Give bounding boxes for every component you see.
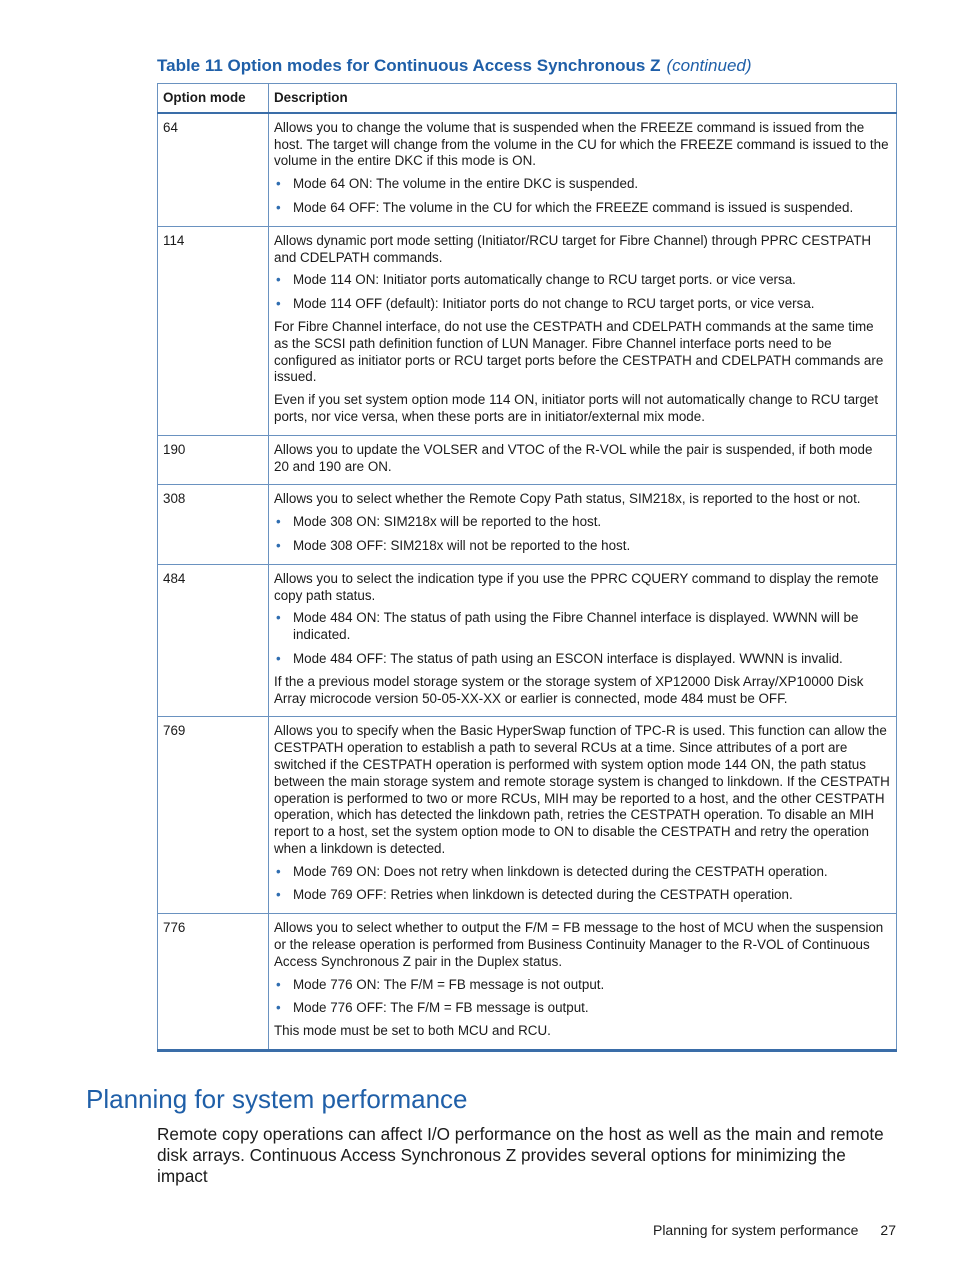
bullet-icon: • — [276, 887, 281, 903]
bullet-icon: • — [276, 610, 281, 626]
option-mode-cell: 776 — [158, 914, 269, 1051]
description-paragraph: Even if you set system option mode 114 ON, initiator ports will not automatically change to RCU target ports, nor vice versa, when these ports are in initiator/external mix mode. — [274, 392, 879, 424]
description-paragraph: This mode must be set to both MCU and RCU. — [274, 1023, 551, 1039]
description-paragraph: For Fibre Channel interface, do not use the CESTPATH and CDELPATH commands at the same time as the SCSI path definition function of LUN Manager. Fibre Channel interface ports need to be configured as initiator ports or RCU target ports before the CESTPATH and CDELPATH commands are issued. — [274, 318, 884, 385]
bullet-list — [274, 176, 891, 217]
bullet-text: Mode 484 OFF: The status of path using an ESCON interface is displayed. WWNN is invalid. — [293, 650, 843, 666]
bullet-item — [274, 977, 891, 994]
bullet-item — [274, 296, 891, 313]
footer-section-label: Planning for system performance — [652, 1222, 859, 1238]
description-paragraph: Allows you to select whether to output the F/M = FB message to the host of MCU when the suspension or the release operation is performed from Business Continuity Manager to the R-VOL of Continuous Access Synchronous Z pair in the Duplex status. — [274, 920, 884, 969]
table-row — [158, 717, 897, 914]
bullet-text: Mode 769 ON: Does not retry when linkdown is detected during the CESTPATH operation. — [293, 863, 828, 879]
bullet-list — [274, 977, 891, 1018]
bullet-list — [274, 864, 891, 905]
bullet-item — [274, 887, 891, 904]
description-cell — [269, 717, 897, 914]
bullet-text: Mode 484 ON: The status of path using the Fibre Channel interface is displayed. WWNN will be indicated. — [293, 610, 859, 643]
bullet-list — [274, 514, 891, 555]
description-cell — [269, 564, 897, 717]
bullet-icon: • — [276, 1000, 281, 1016]
option-mode-cell: 64 — [158, 113, 269, 226]
bullet-text: Mode 769 OFF: Retries when linkdown is detected during the CESTPATH operation. — [293, 887, 793, 903]
bullet-icon: • — [276, 976, 281, 992]
table-row — [158, 564, 897, 717]
bullet-item — [274, 176, 891, 193]
header-option-mode: Option mode — [158, 84, 269, 113]
bullet-item — [274, 864, 891, 881]
description-cell — [269, 113, 897, 226]
description-paragraph: Allows you to select whether the Remote Copy Path status, SIM218x, is reported to the host or not. — [274, 491, 861, 507]
header-description: Description — [269, 84, 897, 113]
bullet-text: Mode 776 OFF: The F/M = FB message is output. — [293, 1000, 589, 1016]
bullet-text: Mode 64 ON: The volume in the entire DKC is suspended. — [293, 176, 639, 192]
table-row — [158, 226, 897, 435]
bullet-icon: • — [276, 199, 281, 215]
bullet-text: Mode 114 OFF (default): Initiator ports do not change to RCU target ports, or vice versa. — [293, 296, 815, 312]
description-cell — [269, 435, 897, 485]
bullet-item — [274, 610, 891, 644]
bullet-icon: • — [276, 272, 281, 288]
table-body — [158, 113, 897, 1051]
table-row — [158, 435, 897, 485]
table-row — [158, 485, 897, 564]
bullet-item — [274, 200, 891, 217]
bullet-text: Mode 64 OFF: The volume in the CU for which the FREEZE command is issued is suspended. — [293, 199, 854, 215]
description-paragraph: Allows you to update the VOLSER and VTOC of the R-VOL while the pair is suspended, if both mode 20 and 190 are ON. — [274, 441, 873, 474]
bullet-icon: • — [276, 514, 281, 530]
bullet-icon: • — [276, 863, 281, 879]
bullet-icon: • — [276, 176, 281, 192]
description-paragraph: Allows you to select the indication type if you use the PPRC CQUERY command to display the remote copy path status. — [274, 570, 879, 603]
bullet-text: Mode 114 ON: Initiator ports automatically change to RCU target ports. or vice versa. — [293, 272, 796, 288]
table-row — [158, 914, 897, 1051]
bullet-item — [274, 651, 891, 668]
bullet-icon: • — [276, 296, 281, 312]
description-cell — [269, 914, 897, 1051]
option-mode-cell: 769 — [158, 717, 269, 914]
option-mode-cell: 190 — [158, 435, 269, 485]
description-cell — [269, 226, 897, 435]
bullet-text: Mode 308 ON: SIM218x will be reported to the host. — [293, 514, 602, 530]
page-number: 27 — [880, 1222, 896, 1238]
bullet-icon: • — [276, 650, 281, 666]
description-paragraph: Allows you to change the volume that is suspended when the FREEZE command is issued from the host. The target will change from the volume in the CU for which the FREEZE command is issued to the volume in the entire DKC if this mode is ON. — [274, 119, 889, 169]
table-caption-title: Table 11 Option modes for Continuous Access Synchronous Z — [157, 56, 661, 75]
section-body-text: Remote copy operations can affect I/O performance on the host as well as the main and remote disk arrays. Continuous Access Synchronous Z provides several options for minimizing the impact — [157, 1124, 884, 1186]
table-row — [158, 113, 897, 226]
bullet-item — [274, 514, 891, 531]
bullet-text: Mode 308 OFF: SIM218x will not be reported to the host. — [293, 537, 631, 553]
option-mode-cell: 114 — [158, 226, 269, 435]
option-mode-cell: 484 — [158, 564, 269, 717]
bullet-icon: • — [276, 537, 281, 553]
bullet-item — [274, 538, 891, 555]
description-paragraph: Allows dynamic port mode setting (Initiator/RCU target for Fibre Channel) through PPRC CESTPATH and CDELPATH commands. — [274, 232, 872, 265]
description-paragraph: Allows you to specify when the Basic HyperSwap function of TPC-R is used. This function can allow the CESTPATH operation to establish a path to several RCUs at a time. Since attributes of a port are switched if the CESTPATH operation is performed with system option mode 144 ON, the path status between the main storage system and remote storage system is changed to linkdown. If the CESTPATH operation is performed to two or more RCUs, MIH may be reported to a host, and the other CESTPATH operation, which has detected the linkdown path, retries the CESTPATH operation. To disable an MIH report to a host, set the system option mode to ON to disable the CESTPATH and retry the operation when a linkdown is detected. — [274, 723, 890, 856]
bullet-item — [274, 1000, 891, 1017]
bullet-list — [274, 272, 891, 313]
bullet-text: Mode 776 ON: The F/M = FB message is not output. — [293, 976, 605, 992]
table-caption — [157, 56, 897, 76]
table-caption-continued: (continued) — [666, 56, 752, 75]
bullet-list — [274, 610, 891, 667]
option-modes-table — [157, 83, 897, 1052]
section-heading: Planning for system performance — [86, 1084, 468, 1114]
description-cell — [269, 485, 897, 564]
bullet-item — [274, 272, 891, 289]
description-paragraph: If the a previous model storage system or the storage system of XP12000 Disk Array/XP10000 Disk Array microcode version 50-05-XX-XX or earlier is connected, mode 484 must be OFF. — [274, 673, 864, 706]
table-header-row — [158, 84, 897, 113]
option-mode-cell: 308 — [158, 485, 269, 564]
page-footer — [653, 1222, 896, 1238]
